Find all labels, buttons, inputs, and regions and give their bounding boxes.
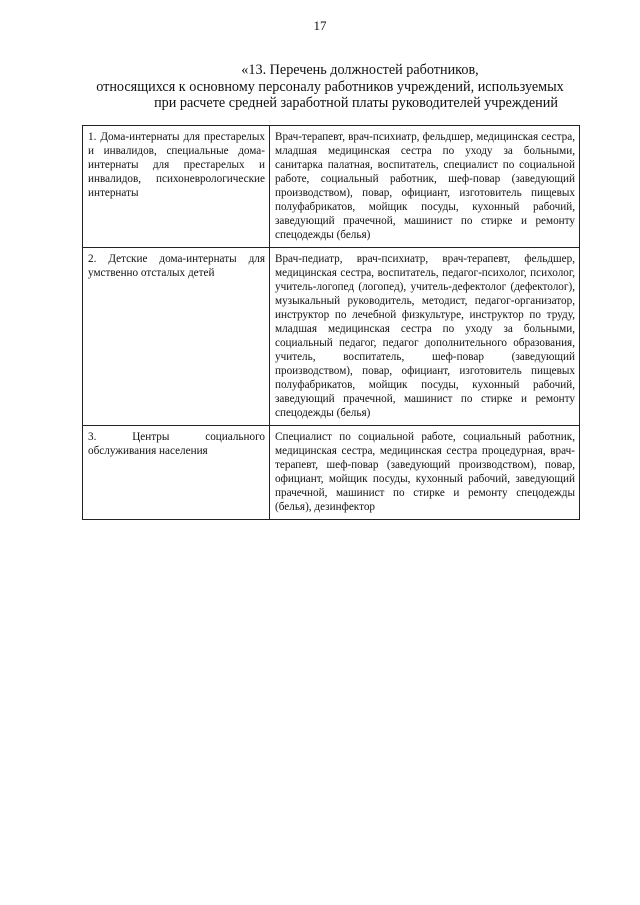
positions-cell: Врач-терапевт, врач-психиатр, фельдшер, медицинская сестра, младшая медицинская сестра по уходу за больными, санитарка палатная, воспитатель, специалист по социальной работе, социальный работник, шеф-повар (заведующий производством), повар, официант, изготовитель пищевых полуфабрикатов, мойщик посуды, кухонный рабочий, заведующий прачечной, машинист по стирке и ремонту спецодежды (белья) xyxy=(270,126,580,248)
heading-line-1: «13. Перечень должностей работников, xyxy=(241,62,479,78)
table-row xyxy=(83,426,580,520)
institution-cell: 1. Дома-интернаты для престарелых и инвалидов, специальные дома-интернаты для престарелых и инвалидов, психоневрологические интернаты xyxy=(83,126,270,248)
table-row xyxy=(83,248,580,426)
positions-cell: Врач-педиатр, врач-психиатр, врач-терапевт, фельдшер, медицинская сестра, воспитатель, педагог-психолог, психолог, учитель-логопед (логопед), учитель-дефектолог (дефектолог), музыкальный руководитель, методист, педагог-организатор, инструктор по лечебной физкультуре, инструктор по труду, младшая медицинская сестра по уходу за больными, социальный педагог, педагог дополнительного образования, учитель, воспитатель, шеф-повар (заведующий производством), повар, официант, изготовитель пищевых полуфабрикатов, мойщик посуды, кухонный рабочий, заведующий прачечной, машинист по стирке и ремонту спецодежды (белья) xyxy=(270,248,580,426)
table-row xyxy=(83,126,580,248)
institution-cell: 2. Детские дома-интернаты для умственно отсталых детей xyxy=(83,248,270,426)
positions-table xyxy=(82,125,580,520)
heading-line-3: при расчете средней заработной платы руководителей учреждений xyxy=(154,95,558,111)
institution-cell: 3. Центры социального обслуживания населения xyxy=(83,426,270,520)
list-heading xyxy=(60,62,600,112)
heading-line-2: относящихся к основному персоналу работников учреждений, используемых xyxy=(96,78,564,95)
positions-cell: Специалист по социальной работе, социальный работник, медицинская сестра, медицинская сестра процедурная, врач-терапевт, шеф-повар (заведующий производством), повар, официант, мойщик посуды, кухонный рабочий, заведующий прачечной, машинист по стирке и ремонту спецодежды (белья), дезинфектор xyxy=(270,426,580,520)
page-number: 17 xyxy=(313,18,327,33)
